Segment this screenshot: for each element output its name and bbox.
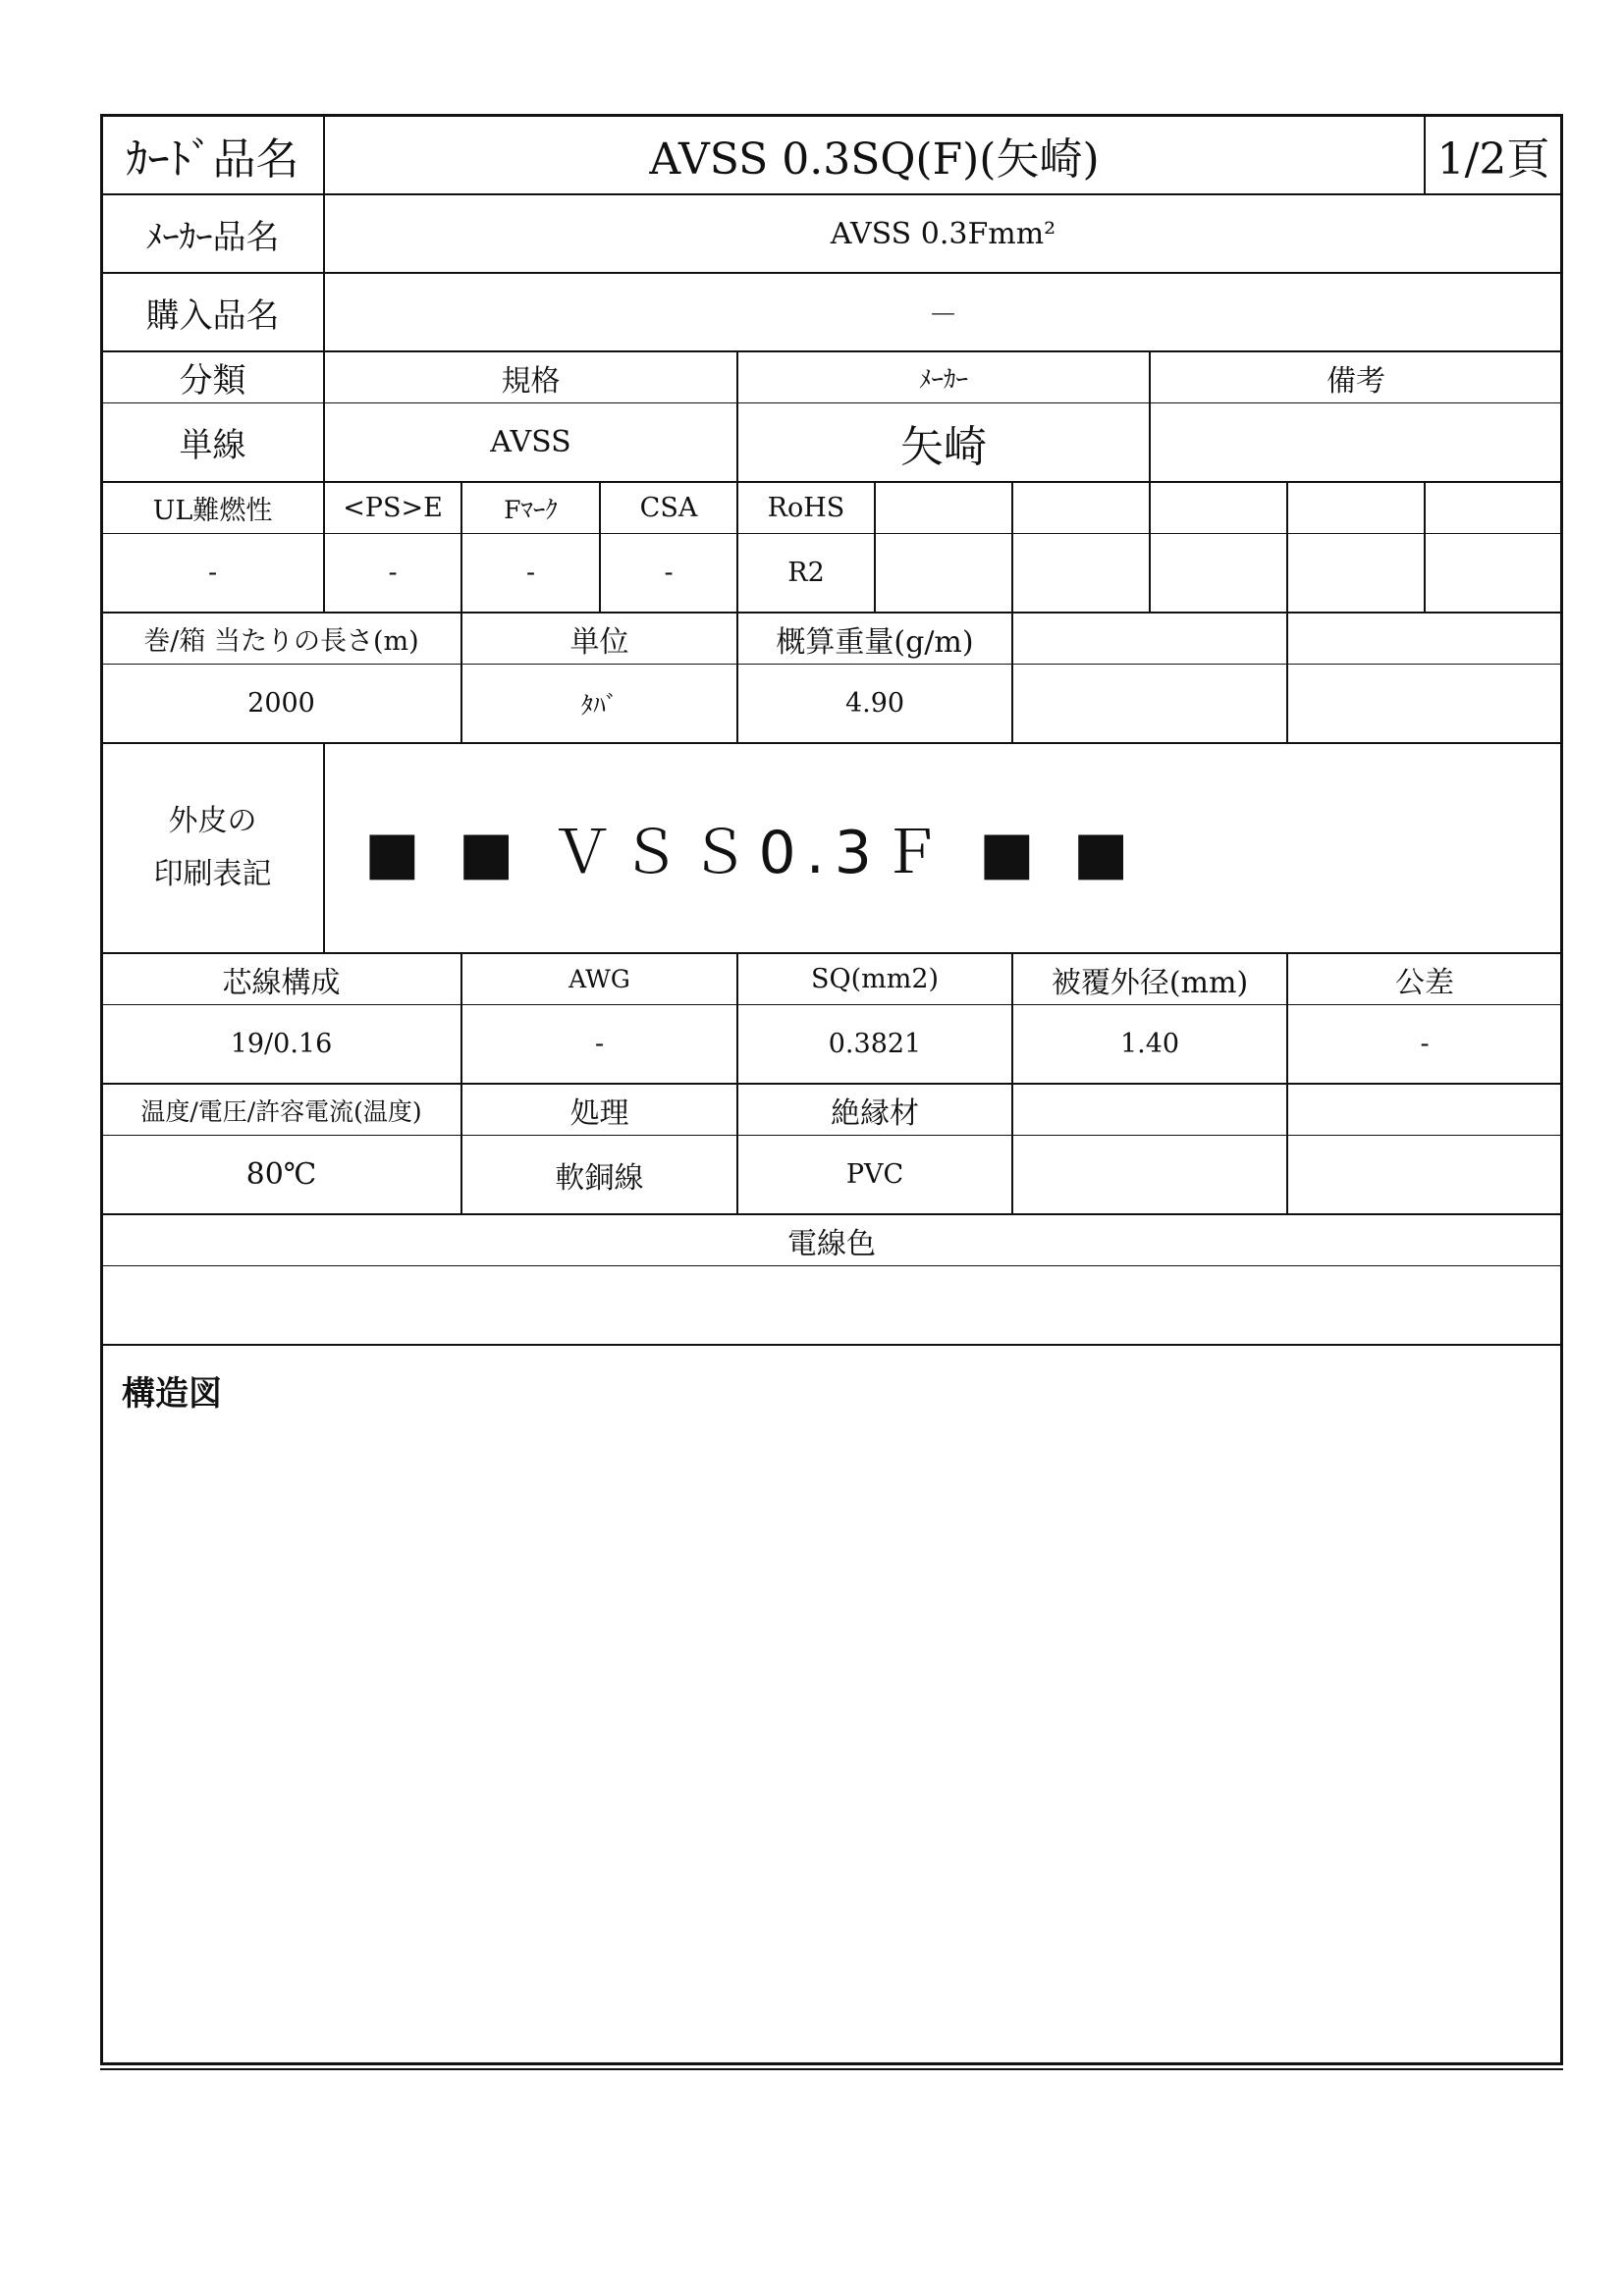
tolerance-value: - xyxy=(1420,1029,1430,1059)
approx-weight-header: 概算重量(g/m) xyxy=(776,624,974,660)
sq-header: SQ(mm2) xyxy=(810,964,940,994)
remarks-value xyxy=(1151,403,1561,481)
ratings-header-blank xyxy=(1288,1085,1561,1135)
wire-color-header: 電線色 xyxy=(787,1226,876,1261)
cert-header-blank xyxy=(1013,483,1149,533)
print-marking-label-line1: 外皮の xyxy=(168,804,257,838)
packaging-value-blank xyxy=(1013,665,1286,742)
treatment-header: 処理 xyxy=(569,1095,629,1131)
cert-header-ul: UL難燃性 xyxy=(152,496,273,526)
purchase-name-value: － xyxy=(928,298,958,333)
ratings-value-blank xyxy=(1288,1136,1561,1213)
maker-name-value: AVSS 0.3Fmm² xyxy=(830,216,1056,251)
purchase-name-label: 購入品名 xyxy=(145,295,280,336)
ratings-header-blank xyxy=(1013,1085,1286,1135)
cert-value-rohs: R2 xyxy=(787,558,825,588)
maker-header: ﾒｰｶｰ xyxy=(918,364,968,394)
standard-header: 規格 xyxy=(501,363,561,399)
cert-value-csa: - xyxy=(664,558,674,588)
ratings-value-blank xyxy=(1013,1136,1286,1213)
classification-header: 分類 xyxy=(179,361,246,400)
cert-header-blank xyxy=(1151,483,1286,533)
cert-header-pse: <PS>E xyxy=(343,493,443,523)
strand-config-value: 19/0.16 xyxy=(230,1029,333,1059)
awg-header: AWG xyxy=(568,965,630,993)
temp-voltage-current-header: 温度/電圧/許容電流(温度) xyxy=(140,1096,422,1126)
cert-value-fmark: - xyxy=(525,558,536,588)
insulation-header: 絶縁材 xyxy=(831,1095,919,1131)
cert-value-blank xyxy=(1288,534,1424,612)
print-marking-text: ■ ■ ＶＳＳ0.3Ｆ ■ ■ xyxy=(364,819,1139,887)
packaging-header-blank xyxy=(1013,614,1286,664)
frame-double-line xyxy=(100,2068,1563,2070)
awg-value: - xyxy=(594,1029,605,1059)
cert-header-rohs: RoHS xyxy=(767,493,845,523)
page-number: 1/2頁 xyxy=(1436,133,1550,185)
maker-value: 矢崎 xyxy=(900,421,987,472)
print-marking-label-line2: 印刷表記 xyxy=(153,857,272,891)
standard-value: AVSS xyxy=(490,425,571,459)
outer-diameter-header: 被覆外径(mm) xyxy=(1051,965,1249,1000)
cert-value-blank xyxy=(1426,534,1561,612)
print-marking-area xyxy=(325,744,1561,952)
cert-value-blank xyxy=(1151,534,1286,612)
cert-header-csa: CSA xyxy=(639,493,698,523)
structure-diagram-area xyxy=(102,1346,1561,2063)
temp-voltage-current-value: 80℃ xyxy=(245,1157,317,1192)
remarks-header: 備考 xyxy=(1326,363,1385,399)
cert-header-fmark: Fﾏｰｸ xyxy=(504,495,558,524)
cert-header-blank xyxy=(1426,483,1561,533)
sq-value: 0.3821 xyxy=(828,1029,922,1059)
wire-color-value xyxy=(102,1266,1561,1344)
cert-header-blank xyxy=(1288,483,1424,533)
length-per-reel-header: 巻/箱 当たりの長さ(m) xyxy=(143,626,419,657)
treatment-value: 軟銅線 xyxy=(555,1160,644,1196)
unit-header: 単位 xyxy=(569,624,629,660)
tolerance-header: 公差 xyxy=(1395,965,1454,1000)
classification-value: 単線 xyxy=(179,426,246,465)
length-per-reel-value: 2000 xyxy=(247,688,315,719)
unit-value: ﾀﾊﾞ xyxy=(580,690,619,720)
packaging-header-blank xyxy=(1288,614,1561,664)
cert-value-blank xyxy=(876,534,1011,612)
card-name-value: AVSS 0.3SQ(F)(矢崎) xyxy=(649,133,1100,185)
approx-weight-value: 4.90 xyxy=(844,688,905,719)
insulation-value: PVC xyxy=(845,1159,904,1190)
structure-diagram-label: 構造図 xyxy=(122,1374,222,1414)
packaging-value-blank xyxy=(1288,665,1561,742)
cert-value-blank xyxy=(1013,534,1149,612)
card-name-label: ｶｰﾄﾞ品名 xyxy=(126,133,299,185)
outer-diameter-value: 1.40 xyxy=(1119,1029,1180,1059)
cert-value-pse: - xyxy=(388,558,398,588)
cert-header-blank xyxy=(876,483,1011,533)
print-marking-label xyxy=(102,744,323,952)
strand-config-header: 芯線構成 xyxy=(222,965,341,1000)
cert-value-ul: - xyxy=(207,558,218,588)
maker-name-label: ﾒｰｶｰ品名 xyxy=(145,217,280,257)
